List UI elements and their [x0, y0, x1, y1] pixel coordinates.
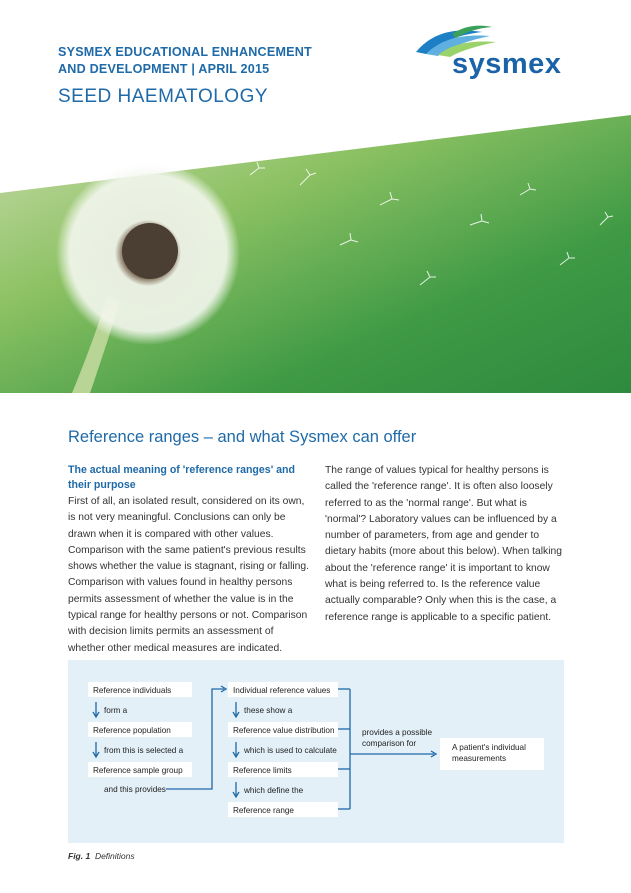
figure-label: Fig. 1 [68, 851, 91, 861]
label-ref-sample-group: Reference sample group [93, 766, 183, 775]
label-define-the: which define the [244, 786, 304, 795]
article-title: Reference ranges – and what Sysmex can offer [68, 428, 417, 446]
label-ref-range: Reference range [233, 806, 294, 815]
body-paragraph: The range of values typical for healthy persons is called the 'reference range'. It is often also loosely referred to as the 'normal range'. But what is 'normal'? Laboratory values can be influenced by a number of parameters, from age and gender to dietary habits (more about this below). When talking about the 'reference range' it is important to know what is being referred to. Is the reference value actually comparable? Only when this is the case, a reference range is applicable to a specific patient. [325, 465, 562, 623]
label-used-to-calc: which is used to calculate [244, 746, 337, 755]
header-org-line: SYSMEX EDUCATIONAL ENHANCEMENT [58, 45, 312, 59]
body-paragraph: First of all, an isolated result, considered on its own, is not very meaningful. Conclusions can only be drawn when it is compared with other values. Comparison with the same patient's previous results shows whether the value is stagnant, rising or falling. Comparison with values found in healthy persons permits assessment of whether the value is in the typical range for healthy persons or not. Comparison with decision limits permits an assessment of whether other medical measures are indicated. [68, 496, 309, 654]
label-selected: from this is selected a [104, 746, 184, 755]
logo-wordmark: sysmex [452, 48, 562, 80]
label-connector-line2: comparison for [362, 739, 417, 748]
header-date-line: AND DEVELOPMENT | APRIL 2015 [58, 62, 270, 76]
label-value-distribution: Reference value distribution [233, 726, 335, 735]
label-provides: and this provides [104, 785, 166, 794]
series-title: SEED HAEMATOLOGY [58, 86, 269, 107]
figure-caption [68, 851, 135, 861]
label-show-a: these show a [244, 706, 293, 715]
label-ref-limits: Reference limits [233, 766, 292, 775]
section-subheading: The actual meaning of 'reference ranges' and their purpose [68, 464, 295, 491]
label-connector-line1: provides a possible [362, 728, 433, 737]
label-patient-line2: measurements [452, 754, 507, 763]
figure-caption-text: Definitions [94, 851, 135, 861]
label-ref-individuals: Reference individuals [93, 686, 172, 695]
label-form-a: form a [104, 706, 128, 715]
label-ref-population: Reference population [93, 726, 171, 735]
label-individual-values: Individual reference values [233, 686, 331, 695]
label-patient-line1: A patient's individual [452, 743, 526, 752]
